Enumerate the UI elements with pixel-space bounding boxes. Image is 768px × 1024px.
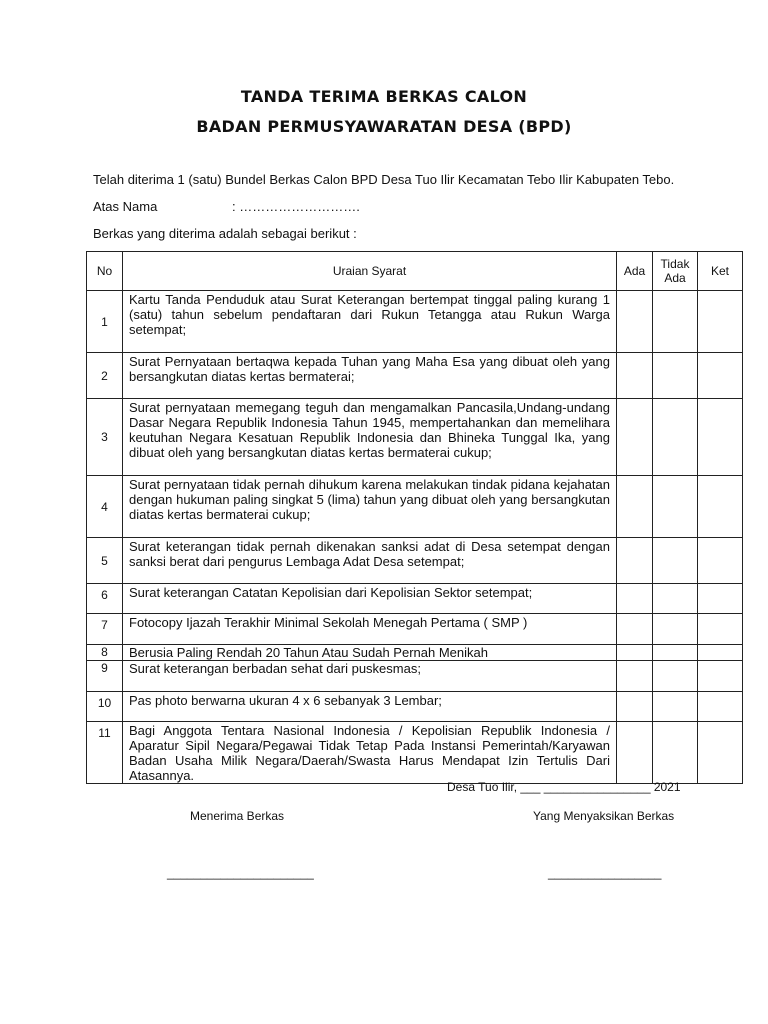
header-ket: Ket [698, 252, 743, 291]
row-description: Kartu Tanda Penduduk atau Surat Keterangan bertempat tinggal paling kurang 1 (satu) tahun sebelum pendaftaran dari Rukun Tetangga atau Rukun Warga setempat; [123, 291, 617, 353]
ket-cell[interactable] [698, 353, 743, 399]
row-number: 3 [87, 399, 123, 476]
header-no: No [87, 252, 123, 291]
row-number: 8 [87, 645, 123, 661]
row-number: 9 [87, 661, 123, 692]
table-row [87, 722, 743, 784]
table-row [87, 399, 743, 476]
row-description: Surat keterangan tidak pernah dikenakan sanksi adat di Desa setempat dengan sanksi berat dari pengurus Lembaga Adat Desa setempat; [123, 538, 617, 584]
header-tidak-ada-line-2: Ada [664, 271, 686, 285]
ket-cell[interactable] [698, 661, 743, 692]
requirements-table [86, 251, 743, 784]
header-uraian-syarat: Uraian Syarat [123, 252, 617, 291]
tidak-ada-cell[interactable] [653, 476, 698, 538]
document-title-line-1: TANDA TERIMA BERKAS CALON [240, 87, 528, 106]
tidak-ada-cell[interactable] [653, 399, 698, 476]
document-title-line-2: BADAN PERMUSYAWARATAN DESA (BPD) [196, 117, 572, 136]
intro-text: Telah diterima 1 (satu) Bundel Berkas Calon BPD Desa Tuo Ilir Kecamatan Tebo Ilir Kabupaten Tebo. [93, 172, 675, 187]
ket-cell[interactable] [698, 538, 743, 584]
header-tidak-ada-line-1: Tidak [660, 257, 690, 271]
row-number: 11 [87, 722, 123, 784]
berkas-intro-text: Berkas yang diterima adalah sebagai berikut : [93, 226, 357, 241]
table-row [87, 692, 743, 722]
table-row [87, 584, 743, 614]
row-number: 1 [87, 291, 123, 353]
table-row [87, 614, 743, 645]
ada-cell[interactable] [617, 661, 653, 692]
ada-cell[interactable] [617, 399, 653, 476]
row-number: 2 [87, 353, 123, 399]
row-description: Surat keterangan berbadan sehat dari puskesmas; [123, 661, 617, 692]
ket-cell[interactable] [698, 614, 743, 645]
row-number: 5 [87, 538, 123, 584]
tidak-ada-cell[interactable] [653, 645, 698, 661]
ket-cell[interactable] [698, 584, 743, 614]
table-row [87, 353, 743, 399]
row-description: Berusia Paling Rendah 20 Tahun Atau Sudah Pernah Menikah [123, 645, 617, 661]
witness-label: Yang Menyaksikan Berkas [533, 809, 675, 823]
ada-cell[interactable] [617, 353, 653, 399]
row-description: Surat keterangan Catatan Kepolisian dari Kepolisian Sektor setempat; [123, 584, 617, 614]
ket-cell[interactable] [698, 291, 743, 353]
tidak-ada-cell[interactable] [653, 614, 698, 645]
row-description: Surat pernyataan memegang teguh dan mengamalkan Pancasila,Undang-undang Dasar Negara Republik Indonesia Tahun 1945, mempertahankan dan memelihara keutuhan Negara Kesatuan Republik Indonesia dan Bhineka Tunggal Ika, yang dibuat oleh yang bersangkutan diatas kertas bermaterai cukup; [123, 399, 617, 476]
receiver-signature-line: ______________________ [167, 866, 314, 880]
ket-cell[interactable] [698, 692, 743, 722]
row-description: Surat pernyataan tidak pernah dihukum karena melakukan tindak pidana kejahatan dengan hukuman paling singkat 5 (lima) tahun yang dibuat oleh yang bersangkutan diatas kertas bermaterai cukup; [123, 476, 617, 538]
ada-cell[interactable] [617, 614, 653, 645]
row-description: Surat Pernyataan bertaqwa kepada Tuhan yang Maha Esa yang dibuat oleh yang bersangkutan diatas kertas bermaterai; [123, 353, 617, 399]
ada-cell[interactable] [617, 291, 653, 353]
ada-cell[interactable] [617, 692, 653, 722]
row-number: 7 [87, 614, 123, 645]
table-row [87, 291, 743, 353]
row-number: 4 [87, 476, 123, 538]
ket-cell[interactable] [698, 722, 743, 784]
row-description: Pas photo berwarna ukuran 4 x 6 sebanyak 3 Lembar; [123, 692, 617, 722]
tidak-ada-cell[interactable] [653, 692, 698, 722]
table-row [87, 476, 743, 538]
table-row [87, 661, 743, 692]
ada-cell[interactable] [617, 476, 653, 538]
atas-nama-value[interactable]: : ………………………. [232, 199, 360, 214]
ada-cell[interactable] [617, 584, 653, 614]
place-date-line: Desa Tuo Ilir, ___ ________________ 2021 [447, 780, 681, 794]
table-row [87, 645, 743, 661]
atas-nama-label: Atas Nama [93, 199, 158, 214]
header-tidak-ada [653, 252, 698, 291]
tidak-ada-cell[interactable] [653, 722, 698, 784]
table-header-row [87, 252, 743, 291]
row-description: Bagi Anggota Tentara Nasional Indonesia / Kepolisian Republik Indonesia / Aparatur Sipil Negara/Pegawai Tidak Tetap Pada Instansi Pemerintah/Karyawan Badan Usaha Milik Negara/Daerah/Swasta Harus Mendapat Izin Tertulis Dari Atasannya. [123, 722, 617, 784]
ada-cell[interactable] [617, 722, 653, 784]
row-number: 10 [87, 692, 123, 722]
witness-signature-line: _________________ [548, 866, 662, 880]
ket-cell[interactable] [698, 476, 743, 538]
ket-cell[interactable] [698, 399, 743, 476]
tidak-ada-cell[interactable] [653, 353, 698, 399]
tidak-ada-cell[interactable] [653, 538, 698, 584]
header-ada: Ada [617, 252, 653, 291]
tidak-ada-cell[interactable] [653, 584, 698, 614]
receiver-label: Menerima Berkas [190, 809, 285, 823]
row-description: Fotocopy Ijazah Terakhir Minimal Sekolah Menegah Pertama ( SMP ) [123, 614, 617, 645]
ada-cell[interactable] [617, 538, 653, 584]
ket-cell[interactable] [698, 645, 743, 661]
tidak-ada-cell[interactable] [653, 661, 698, 692]
row-number: 6 [87, 584, 123, 614]
ada-cell[interactable] [617, 645, 653, 661]
tidak-ada-cell[interactable] [653, 291, 698, 353]
table-row [87, 538, 743, 584]
